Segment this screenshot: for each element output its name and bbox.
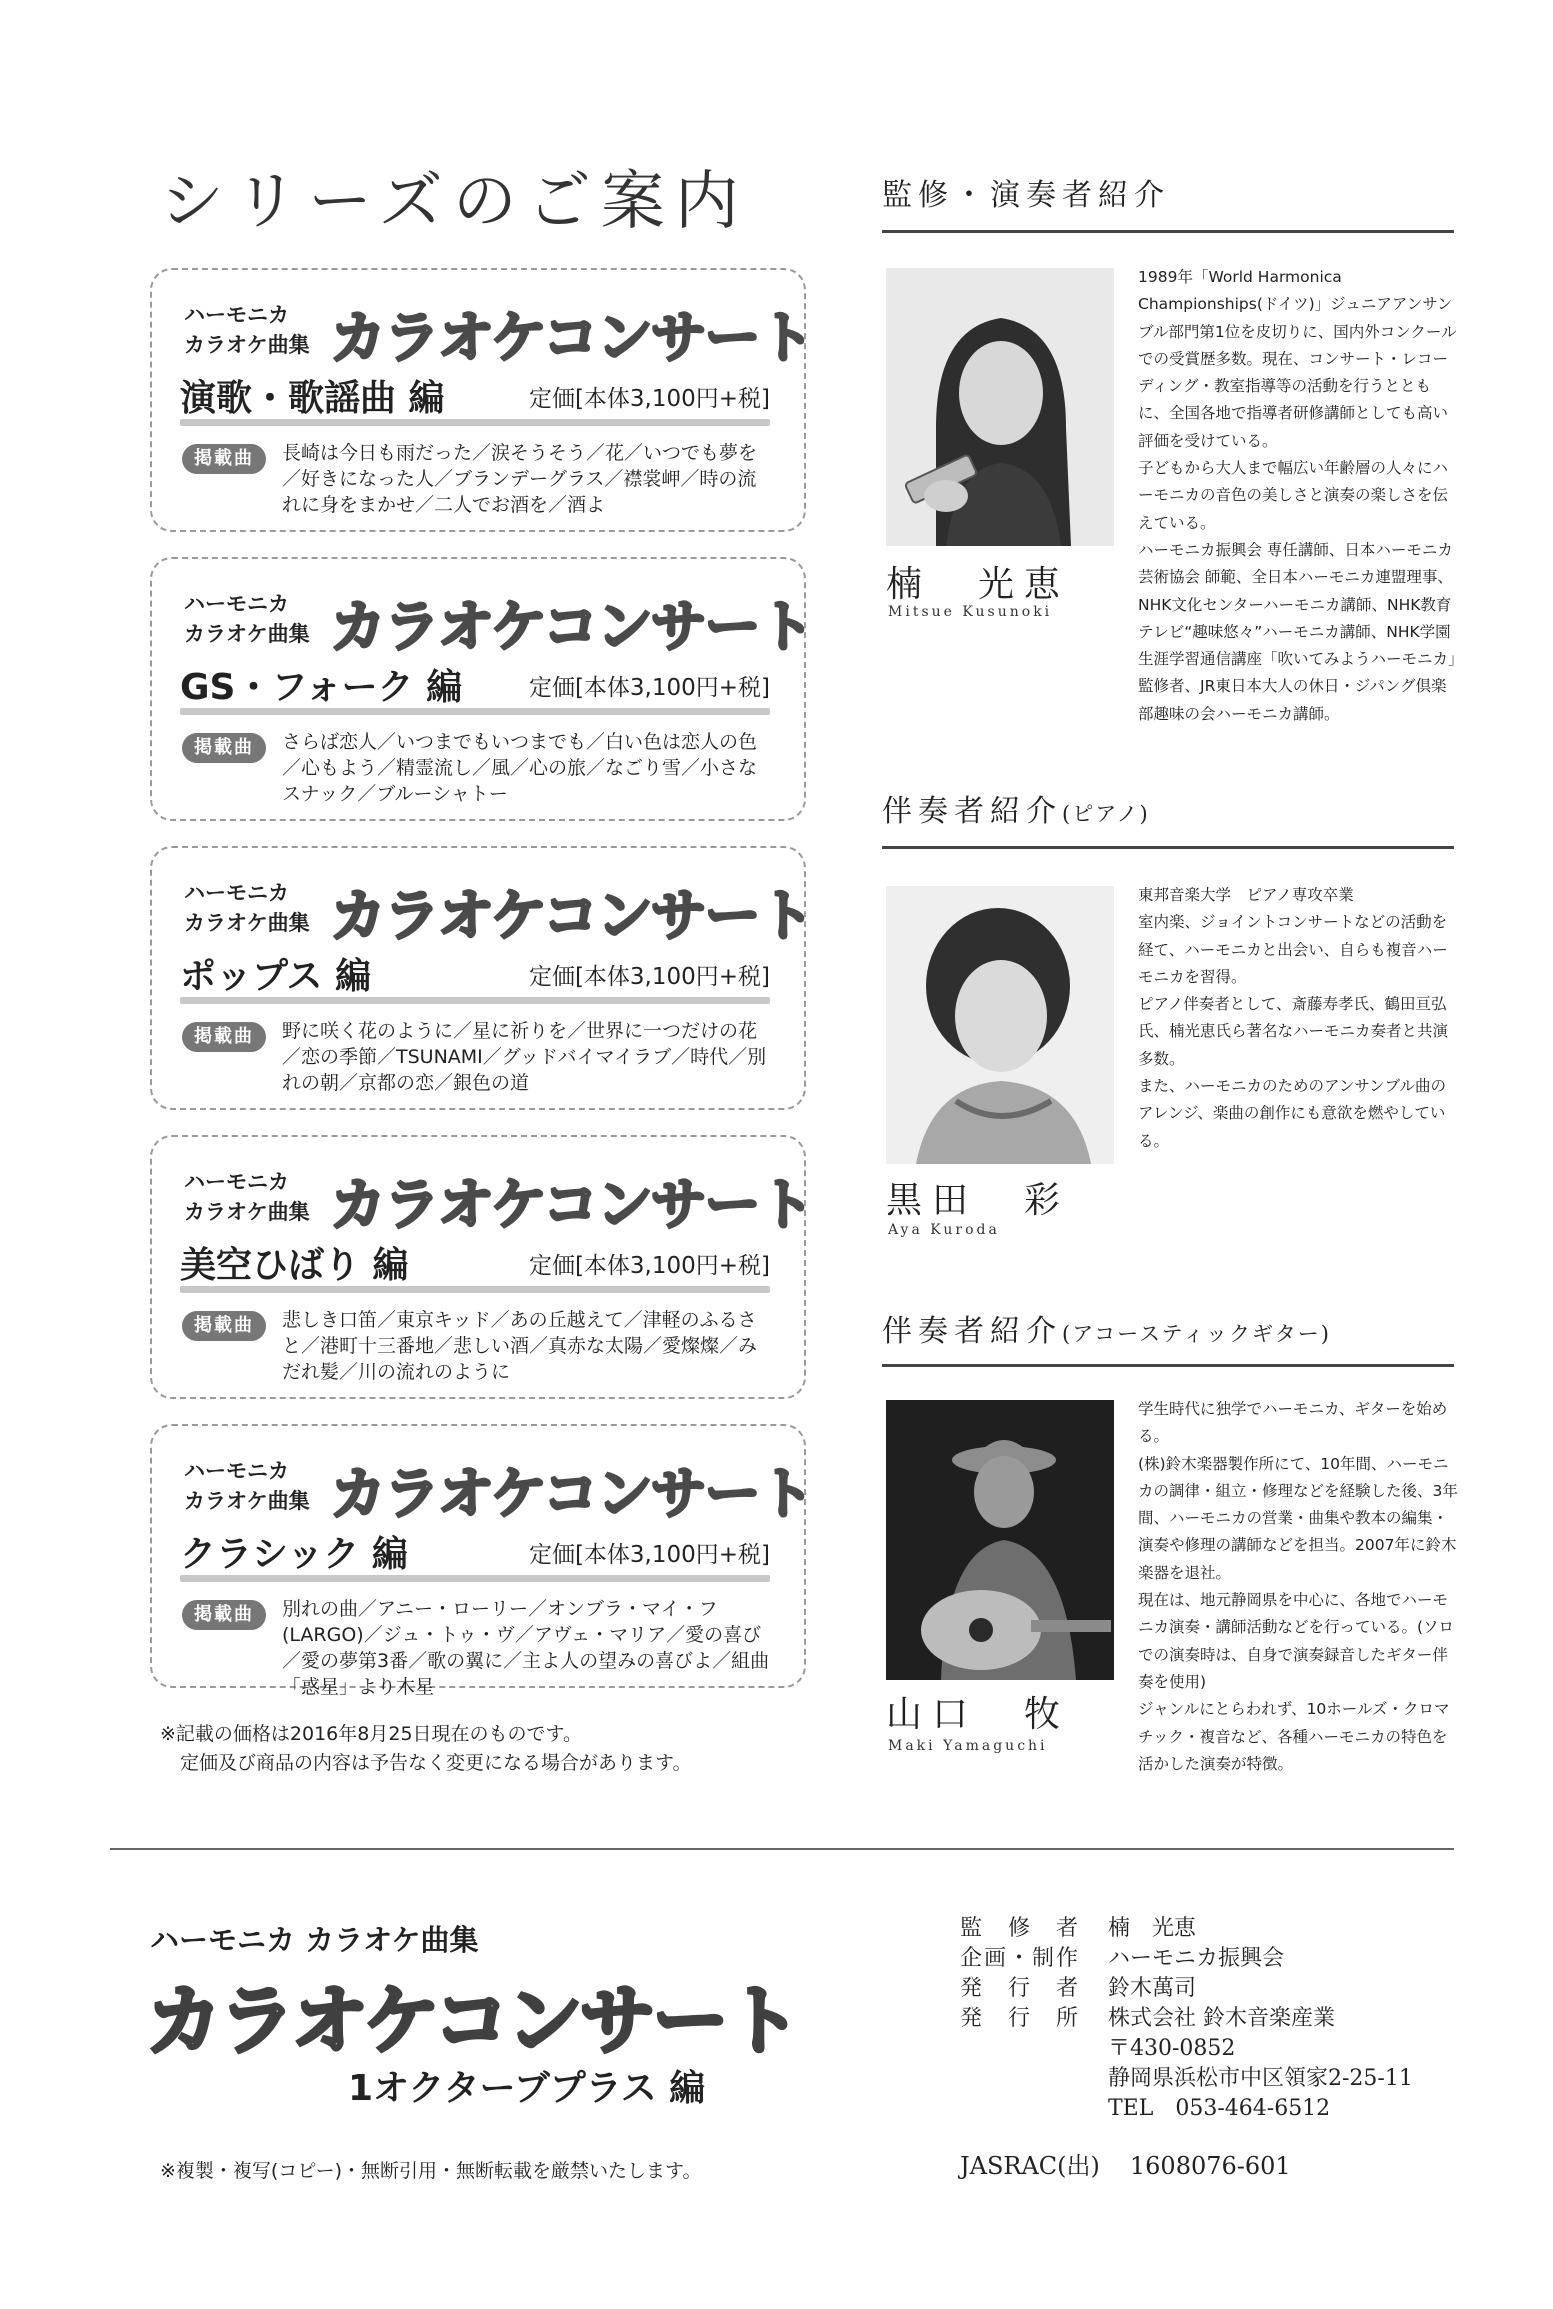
profile-bio: 東邦音楽大学 ピアノ専攻卒業 室内楽、ジョイントコンサートなどの活動を経て、ハーモニカと出会い、自らも複音ハーモニカを習得。 ピアノ伴奏者として、斎藤寿孝氏、鶴田亘弘氏、楠光恵氏ら著名なハーモニカ奏者と共演多数。 また、ハーモニカのためのアンサンブル曲のアレンジ、楽曲の創作にも意欲を燃やしている。 [1138, 886, 1449, 1150]
series-brand-logo: カラオケコンサート [330, 884, 813, 949]
credit-row: 発 行 所 株式会社 鈴木音楽産業 [960, 2006, 1335, 2031]
credit-row: 監 修 者 楠 光恵 [960, 1916, 1197, 1941]
song-list: さらば恋人／いつまでもいつまでも／白い色は恋人の色／心もよう／精霊流し／風／心の旅／なごり雪／小さなスナック／ブルーシャトー [282, 731, 758, 805]
series-card-pops [150, 846, 813, 1110]
credit-row: 企画・制作 ハーモニカ振興会 [960, 1946, 1285, 1971]
series-card-enka [150, 268, 813, 532]
portrait-mitsue-kusunoki [886, 268, 1114, 546]
series-brand-logo: カラオケコンサート [330, 1462, 813, 1527]
series-price: 定価[本体3,100円+税] [528, 1542, 770, 1568]
copyright-notice: ※複製・複写(コピー)・無断引用・無断転載を厳禁いたします。 [160, 2160, 702, 2182]
song-list: 野に咲く花のように／星に祈りを／世界に一つだけの花／恋の季節／TSUNAMI／グッドバイマイラブ／時代／別れの朝／京都の恋／銀色の道 [282, 1020, 767, 1094]
portrait-photo [886, 886, 1114, 1164]
profile-bio: 学生時代に独学でハーモニカ、ギターを始める。 (株)鈴木楽器製作所にて、10年間、ハーモニカの調律・組立・修理などを経験した後、3年間、ハーモニカの営業・曲集や教本の編集・演奏や修理の講師などを担当。2007年に鈴木楽器を退社。 現在は、地元静岡県を中心に、各地でハーモニカ演奏・講師活動などを行っている。(ソロでの演奏時は、自身で演奏録音したギター伴奏を使用) ジャンルにとらわれず、10ホールズ・クロマチック・複音など、各種ハーモニカの特色を活かした演奏が特徴。 [1138, 1400, 1458, 1773]
series-card-classic [150, 1424, 813, 1698]
profile-bio: 1989年「World Harmonica Championships(ドイツ)」ジュニアアンサンブル部門第1位を皮切りに、国内外コンクールでの受賞歴多数。現在、コンサート・レコーディング・教室指導等の活動を行うとともに、全国各地で指導者研修講師としても高い評価を受けている。 子どもから大人まで幅広い年齢層の人々にハーモニカの音色の美しさと演奏の楽しさを伝えている。 ハーモニカ振興会 専任講師、日本ハーモニカ芸術協会 師範、全日本ハーモニカ連盟理事、NHK文化センターハーモニカ講師、NHK教育テレビ“趣味悠々”ハーモニカ講師、NHK学園生涯学習通信講座「吹いてみようハーモニカ」監修者、JR東日本大人の休日・ジパング倶楽部趣味の会ハーモニカ講師。 [1138, 268, 1457, 723]
divider [882, 230, 1454, 233]
songs-tag: 掲載曲 [182, 733, 266, 763]
credit-row: 静岡県浜松市中区領家2-25-11 [1108, 2066, 1413, 2091]
footer-edition: 1オクターブプラス 編 [348, 2068, 706, 2109]
divider [180, 419, 770, 426]
series-edition: 演歌・歌謡曲 編 [180, 378, 445, 419]
pianist-section-heading: 伴奏者紹介(ピアノ) [882, 794, 1150, 829]
credit-row: 発 行 者 鈴木萬司 [960, 1976, 1197, 2001]
divider [180, 708, 770, 715]
series-edition: ポップス 編 [180, 956, 372, 997]
name-english: Mitsue Kusunoki [888, 604, 1053, 620]
series-price: 定価[本体3,100円+税] [528, 1253, 770, 1279]
song-list: 別れの曲／アニー・ローリー／オンブラ・マイ・フ(LARGO)／ジュ・トゥ・ヴ／アヴェ・マリア／愛の喜び／愛の夢第3番／歌の翼に／主よ人の望みの喜びよ／組曲「惑星」より木星 [282, 1598, 770, 1698]
credits-table [960, 1914, 1413, 2124]
price-note: ※記載の価格は2016年8月25日現在のものです。 定価及び商品の内容は予告なく変更になる場合があります。 [160, 1723, 692, 1774]
series-price: 定価[本体3,100円+税] [528, 964, 770, 990]
name-english: Aya Kuroda [888, 1222, 1000, 1238]
credit-row: TEL 053-464-6512 [1108, 2096, 1331, 2121]
series-edition: GS・フォーク 編 [180, 667, 463, 708]
name-japanese: 楠 光恵 [886, 564, 1071, 605]
series-label: ハーモニカ カラオケ曲集 [184, 303, 310, 357]
divider [180, 1286, 770, 1293]
divider [882, 1364, 1454, 1367]
name-english: Maki Yamaguchi [888, 1738, 1048, 1754]
series-label: ハーモニカ カラオケ曲集 [184, 881, 310, 935]
series-edition: クラシック 編 [180, 1534, 408, 1575]
portrait-maki-yamaguchi [886, 1400, 1114, 1680]
songs-tag: 掲載曲 [182, 444, 266, 474]
portrait-photo [886, 1400, 1114, 1680]
footer-series-label: ハーモニカ カラオケ曲集 [150, 1923, 479, 1957]
footer-brand-logo: カラオケコンサート [146, 1976, 799, 2065]
name-japanese: 黒田 彩 [886, 1180, 1071, 1221]
song-list: 長崎は今日も雨だった／涙そうそう／花／いつでも夢を／好きになった人／ブランデーグラス／襟裳岬／時の流れに身をまかせ／二人でお酒を／酒よ [282, 442, 758, 516]
series-card-misora-hibari [150, 1135, 813, 1399]
series-brand-logo: カラオケコンサート [330, 306, 813, 371]
name-japanese: 山口 牧 [886, 1694, 1071, 1735]
songs-tag: 掲載曲 [182, 1022, 266, 1052]
divider [882, 846, 1454, 849]
divider [110, 1848, 1454, 1850]
songs-tag: 掲載曲 [182, 1600, 266, 1630]
series-label: ハーモニカ カラオケ曲集 [184, 1459, 310, 1513]
song-list: 悲しき口笛／東京キッド／あの丘越えて／津軽のふるさと／港町十三番地／悲しい酒／真赤な太陽／愛燦燦／みだれ髪／川の流れのように [282, 1309, 758, 1383]
series-label: ハーモニカ カラオケ曲集 [184, 592, 310, 646]
series-edition: 美空ひばり 編 [180, 1245, 409, 1286]
portrait-aya-kuroda [886, 886, 1114, 1164]
series-price: 定価[本体3,100円+税] [528, 675, 770, 701]
supervisor-section-heading: 監修・演奏者紹介 [882, 178, 1170, 213]
divider [180, 997, 770, 1004]
series-brand-logo: カラオケコンサート [330, 1173, 813, 1238]
jasrac-code: JASRAC(出) 1608076-601 [960, 2152, 1291, 2180]
divider [180, 1575, 770, 1582]
series-price: 定価[本体3,100円+税] [528, 386, 770, 412]
portrait-photo [886, 268, 1114, 546]
series-heading: シリーズのご案内 [160, 165, 749, 239]
series-brand-logo: カラオケコンサート [330, 595, 813, 660]
series-card-gs-folk [150, 557, 813, 821]
guitarist-section-heading: 伴奏者紹介(アコースティックギター) [882, 1314, 1331, 1349]
songs-tag: 掲載曲 [182, 1311, 266, 1341]
credit-row: 〒430-0852 [1108, 2036, 1236, 2061]
series-label: ハーモニカ カラオケ曲集 [184, 1170, 310, 1224]
